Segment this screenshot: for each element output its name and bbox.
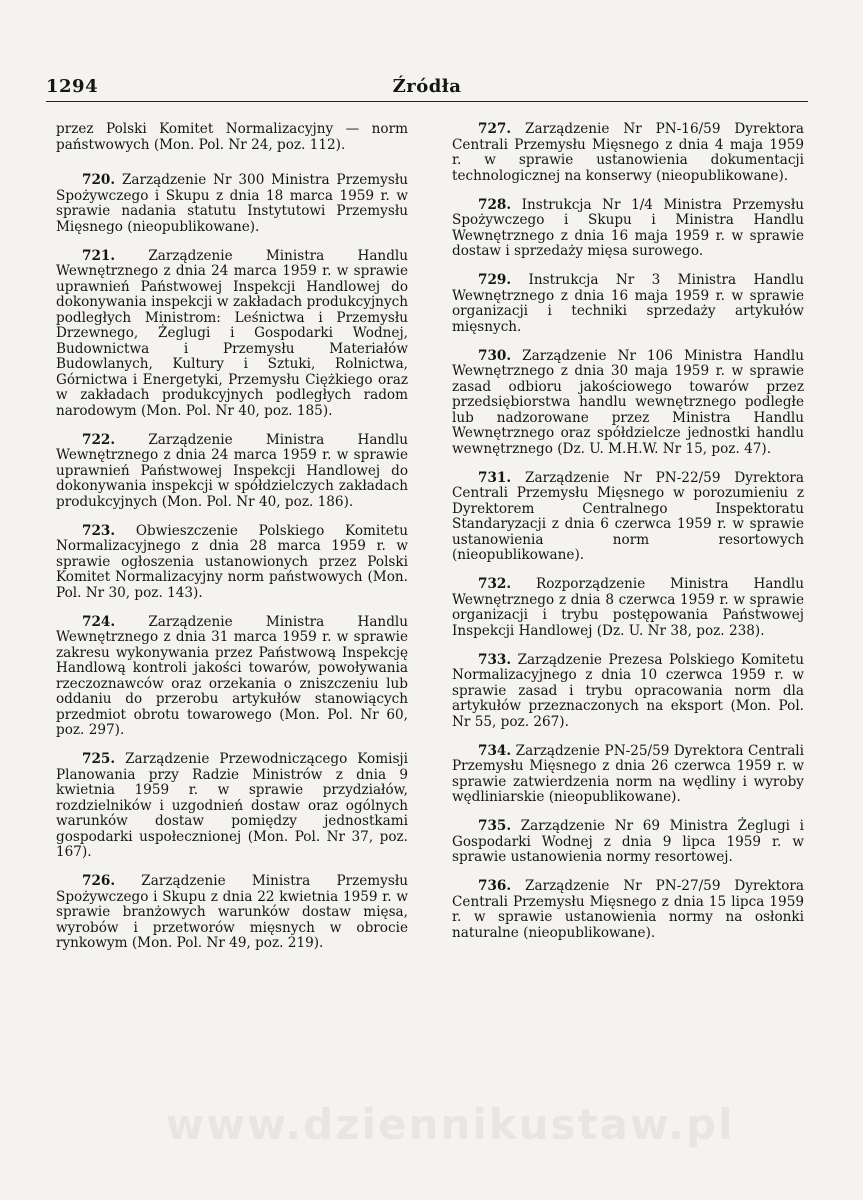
- entry-text: Zarządzenie Prezesa Polskiego Komitetu Normalizacyjnego z dnia 10 czerwca 1959 r. w sprawie zasad i trybu opracowania norm dla artykułów przeznaczonych na eksport (Mon. Pol. Nr 55, poz. 267).: [452, 651, 804, 730]
- entry-text: Zarządzenie Nr 300 Ministra Przemysłu Spożywczego i Skupu z dnia 18 marca 1959 r. w sprawie nadania statutu Instytutowi Przemysłu Mięsnego (nieopublikowane).: [56, 172, 408, 235]
- entry-number: 736.: [478, 878, 512, 894]
- watermark: www.dziennikustaw.pl: [165, 1100, 735, 1149]
- entry-number: 730.: [478, 347, 512, 364]
- section-title: Źródła: [392, 76, 462, 97]
- entry-723: [56, 524, 408, 602]
- entry-text: Zarządzenie Ministra Handlu Wewnętrznego z dnia 31 marca 1959 r. w sprawie zakresu wykonywania przez Państwową Inspekcję Handlową kontroli jakości towarów, powoływania rzeczoznawców oraz orzekania o zniszczeniu lub oddaniu do przerobu artykułów stanowiących przedmiot obrotu towarowego (Mon. Pol. Nr 60, poz. 297).: [56, 613, 408, 738]
- entry-724: [56, 615, 408, 739]
- entry-number: 735.: [478, 818, 512, 834]
- entry-number: 726.: [82, 873, 116, 889]
- entry-number: 731.: [478, 469, 512, 486]
- entry-726: [56, 874, 408, 952]
- right-column: [452, 122, 804, 955]
- entry-730: [452, 349, 804, 458]
- entry-721: [56, 249, 408, 420]
- entry-text: Zarządzenie PN-25/59 Dyrektora Centrali Przemysłu Mięsnego z dnia 26 czerwca 1959 r. w sprawie zatwierdzenia norm na wędliny i wyroby wędliniarskie (nieopublikowane).: [452, 742, 805, 805]
- entry-number: 727.: [478, 121, 512, 137]
- header-divider: [46, 101, 808, 102]
- entry-728: [452, 198, 804, 260]
- entry-736: [452, 879, 804, 941]
- page-number: 1294: [46, 76, 99, 97]
- entry-729: [452, 273, 804, 335]
- entry-number: 728.: [478, 196, 512, 213]
- entry-735: [452, 819, 804, 866]
- left-column: [56, 122, 408, 965]
- entry-number: 724.: [82, 613, 116, 630]
- entry-732: [452, 577, 804, 639]
- entry-number: 723.: [82, 522, 116, 539]
- entry-722: [56, 433, 408, 511]
- entry-number: 729.: [478, 272, 512, 288]
- entry-number: 732.: [478, 576, 512, 592]
- entry-text: Obwieszczenie Polskiego Komitetu Normalizacyjnego z dnia 28 marca 1959 r. w sprawie ogłoszenia ustanowionych przez Polski Komitet Normalizacyjny norm państwowych (Mon. Pol. Nr 30, poz. 143).: [56, 522, 408, 601]
- entry-number: 722.: [82, 431, 116, 448]
- entry-number: 721.: [82, 247, 116, 264]
- continued-text: przez Polski Komitet Normalizacyjny — norm państwowych (Mon. Pol. Nr 24, poz. 112).: [56, 121, 408, 153]
- entry-text: Zarządzenie Nr 106 Ministra Handlu Wewnętrznego z dnia 30 maja 1959 r. w sprawie zasad odbioru jakościowego towarów przez przedsiębiorstwa handlu wewnętrznego podległe lub nadzorowane przez Ministra Handlu Wewnętrznego oraz spółdzielcze jednostki handlu wewnętrznego (Dz. U. M.H.W. Nr 15, poz. 47).: [452, 347, 804, 457]
- entry-734: [452, 744, 804, 806]
- entry-733: [452, 653, 804, 731]
- entry-720: [56, 173, 408, 235]
- entry-text: Zarządzenie Nr PN-27/59 Dyrektora Centrali Przemysłu Mięsnego z dnia 15 lipca 1959 r. w sprawie ustanowienia normy na osłonki naturalne (nieopublikowane).: [452, 878, 804, 941]
- entry-number: 734.: [478, 742, 512, 759]
- entry-number: 725.: [82, 751, 116, 767]
- entry-727: [452, 122, 804, 184]
- entry-text: Zarządzenie Ministra Przemysłu Spożywczego i Skupu z dnia 22 kwietnia 1959 r. w sprawie branżowych warunków dostaw mięsa, wyrobów i przetworów mięsnych w obrocie rynkowym (Mon. Pol. Nr 49, poz. 219).: [56, 873, 408, 951]
- entry-text: Instrukcja Nr 1/4 Ministra Przemysłu Spożywczego i Skupu i Ministra Handlu Wewnętrznego z dnia 16 maja 1959 r. w sprawie dostaw i sprzedaży mięsa surowego.: [452, 196, 804, 259]
- entry-text: Rozporządzenie Ministra Handlu Wewnętrznego z dnia 8 czerwca 1959 r. w sprawie organizacji i trybu postępowania Państwowej Inspekcji Handlowej (Dz. U. Nr 38, poz. 238).: [452, 576, 804, 639]
- entry-text: Zarządzenie Nr PN-22/59 Dyrektora Centrali Przemysłu Mięsnego w porozumieniu z Dyrektorem Centralnego Inspektoratu Standaryzacji z dnia 6 czerwca 1959 r. w sprawie ustanowienia norm resortowych (nieopublikowane).: [452, 469, 804, 563]
- entry-text: Instrukcja Nr 3 Ministra Handlu Wewnętrznego z dnia 16 maja 1959 r. w sprawie organizacji i techniki sprzedaży artykułów mięsnych.: [452, 272, 804, 335]
- entry-text: Zarządzenie Nr 69 Ministra Żeglugi i Gospodarki Wodnej z dnia 9 lipca 1959 r. w sprawie ustanowienia normy resortowej.: [452, 818, 804, 865]
- entry-text: Zarządzenie Przewodniczącego Komisji Planowania przy Radzie Ministrów z dnia 9 kwietnia 1959 r. w sprawie przydziałów, rozdzielników i uzgodnień dostaw oraz ogólnych warunków dostaw pomiędzy jednostkami gospodarki uspołecznionej (Mon. Pol. Nr 37, poz. 167).: [56, 751, 408, 860]
- entry-text: Zarządzenie Nr PN-16/59 Dyrektora Centrali Przemysłu Mięsnego z dnia 4 maja 1959 r. w sprawie ustanowienia dokumentacji technologicznej na konserwy (nieopublikowane).: [452, 121, 804, 184]
- page-header: [46, 74, 808, 102]
- entry-731: [452, 471, 804, 564]
- entry-725: [56, 752, 408, 861]
- entry-number: 720.: [82, 172, 116, 188]
- entry-number: 733.: [478, 651, 512, 668]
- entry-text: Zarządzenie Ministra Handlu Wewnętrznego z dnia 24 marca 1959 r. w sprawie uprawnień Państwowej Inspekcji Handlowej do dokonywania inspekcji w spółdzielczych zakładach produkcyjnych (Mon. Pol. Nr 40, poz. 186).: [56, 431, 408, 510]
- entry-text: Zarządzenie Ministra Handlu Wewnętrznego z dnia 24 marca 1959 r. w sprawie uprawnień Państwowej Inspekcji Handlowej do dokonywania inspekcji w zakładach produkcyjnych podległych Ministrom: Leśnictwa i Przemysłu Drzewnego, Żeglugi i Gospodarki Wodnej, Budownictwa i Przemysłu Materiałów Budowlanych, Kultury i Sztuki, Rolnictwa, Górnictwa i Energetyki, Przemysłu Ciężkiego oraz w zakładach produkcyjnych podległych radom narodowym (Mon. Pol. Nr 40, poz. 185).: [56, 247, 408, 419]
